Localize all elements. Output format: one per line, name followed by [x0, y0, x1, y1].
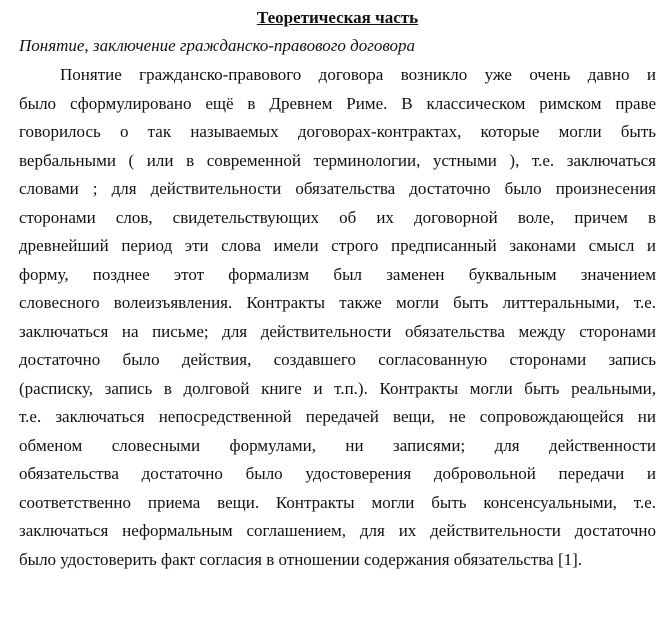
paragraph-line: Понятие гражданско-правового договора возникло уже очень давно и: [60, 65, 656, 84]
paragraph-line: т.е. заключаться непосредственной передачей вещи, не сопровождающейся ни: [19, 407, 656, 426]
section-subtitle: Понятие, заключение гражданско-правового договора: [19, 36, 415, 55]
paragraph-line: форму, позднее этот формализм был заменен буквальным значением: [19, 264, 656, 284]
paragraph-line: обязательства достаточно было удостоверения добровольной передачи и: [19, 464, 656, 483]
body-paragraph: [19, 61, 656, 574]
paragraph-line: вербальными ( или в современной терминологии, устными ), т.е. заключаться: [19, 150, 656, 170]
paragraph-line: соответственно приема вещи. Контракты могли быть консенсуальными, т.е.: [19, 492, 656, 512]
paragraph-line: заключаться на письме; для действительности обязательства между сторонами: [19, 321, 656, 341]
paragraph-line: заключаться неформальным соглашением, для их действительности достаточно: [19, 521, 656, 540]
paragraph-line: достаточно было действия, создавшего согласованную сторонами запись: [19, 350, 656, 369]
paragraph-line: словами ; для действительности обязательства достаточно было произнесения: [19, 179, 656, 198]
paragraph-line: было удостоверить факт согласия в отношении содержания обязательства [1].: [19, 549, 583, 569]
paragraph-line: обменом словесными формулами, ни записями; для действенности: [19, 435, 656, 455]
paragraph-line: словесного волеизъявления. Контракты также могли быть литтеральными, т.е.: [19, 293, 656, 312]
paragraph-line: было сформулировано ещё в Древнем Риме. В классическом римском праве: [19, 93, 656, 113]
paragraph-line: древнейший период эти слова имели строго предписанный законами смысл и: [19, 236, 656, 255]
paragraph-line: (расписку, запись в долговой книге и т.п.). Контракты могли быть реальными,: [19, 378, 656, 398]
paragraph-line: сторонами слов, свидетельствующих об их договорной воле, причем в: [19, 207, 656, 227]
paragraph-line: говорилось о так называемых договорах-контрактах, которые могли быть: [19, 122, 656, 141]
section-heading: Теоретическая часть: [256, 8, 419, 27]
